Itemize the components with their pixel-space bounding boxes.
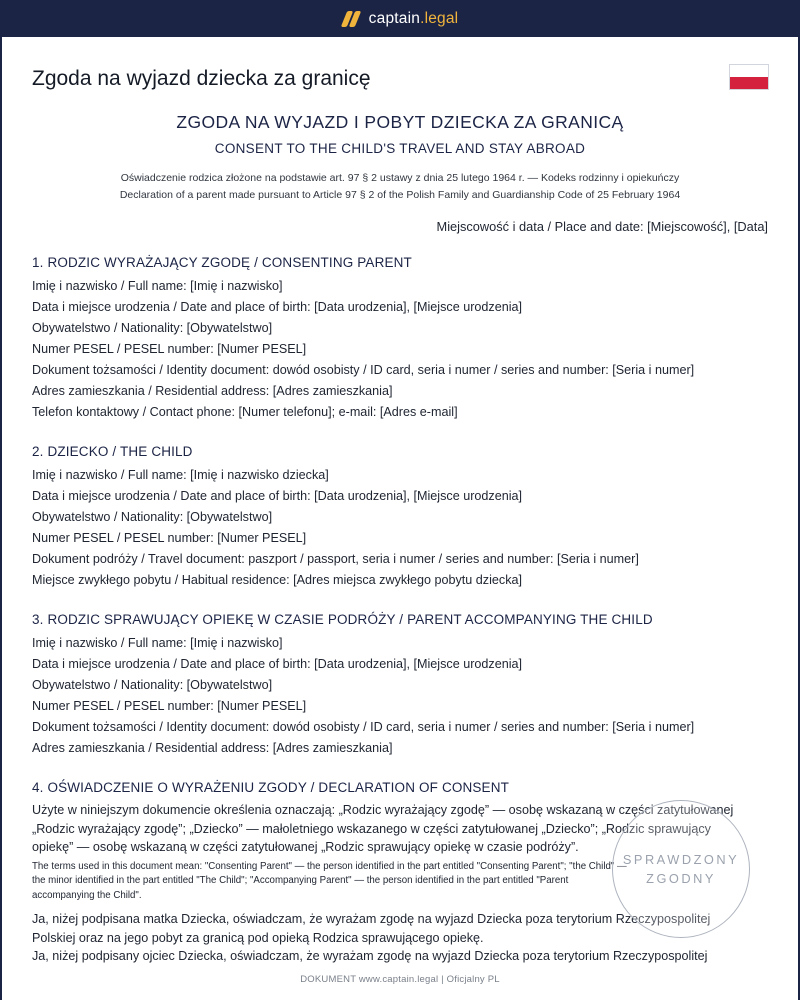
section-child [32, 465, 768, 591]
stamp-line-2: ZGODNY [646, 871, 716, 886]
field-line: Data i miejsce urodzenia / Date and place of birth: [Data urodzenia], [Miejsce urodzenia] [32, 657, 523, 671]
section-title-declaration: 4. OŚWIADCZENIE O WYRAŻENIU ZGODY / DECLARATION OF CONSENT [32, 780, 509, 795]
document-page [2, 37, 798, 1000]
field-line: Imię i nazwisko / Full name: [Imię i nazwisko dziecka] [32, 468, 329, 482]
legal-basis [32, 170, 768, 203]
top-bar [0, 0, 800, 37]
section-title-child: 2. DZIECKO / THE CHILD [32, 444, 193, 459]
brand-name: captain [368, 9, 421, 27]
document-heading: ZGODA NA WYJAZD I POBYT DZIECKA ZA GRANICĄ [176, 112, 624, 132]
field-line: Obywatelstwo / Nationality: [Obywatelstwo] [32, 321, 273, 335]
section-title-accompanying-parent: 3. RODZIC SPRAWUJĄCY OPIEKĘ W CZASIE PODRÓŻY / PARENT ACCOMPANYING THE CHILD [32, 612, 653, 627]
legal-basis-en: Declaration of a parent made pursuant to Article 97 § 2 of the Polish Family and Guardianship Code of 25 February 1964 [119, 188, 681, 201]
field-line: Numer PESEL / PESEL number: [Numer PESEL] [32, 699, 307, 713]
document-footer: DOKUMENT www.captain.legal | Oficjalny PL [300, 974, 500, 985]
field-line: Numer PESEL / PESEL number: [Numer PESEL] [32, 342, 307, 356]
field-line: Dokument podróży / Travel document: paszport / passport, seria i numer / series and number: [Seria i numer] [32, 552, 639, 566]
stamp-line-1: SPRAWDZONY [622, 852, 740, 867]
field-line: Telefon kontaktowy / Contact phone: [Numer telefonu]; e-mail: [Adres e-mail] [32, 405, 458, 419]
field-line: Miejsce zwykłego pobytu / Habitual residence: [Adres miejsca zwykłego pobytu dziecka] [32, 573, 522, 587]
mother-consent-statement: Ja, niżej podpisana matka Dziecka, oświadczam, że wyrażam zgodę na wyjazd Dziecka poza terytorium Rzeczypospolitej Polskiej oraz na jego pobyt za granicą pod opieką Rodzica sprawującego opiekę. [32, 912, 711, 945]
field-line: Dokument tożsamości / Identity document: dowód osobisty / ID card, seria i numer / series and number: [Seria i numer] [32, 720, 695, 734]
section-accompanying-parent [32, 633, 768, 759]
brand-tld: .legal [420, 9, 459, 27]
field-line: Data i miejsce urodzenia / Date and place of birth: [Data urodzenia], [Miejsce urodzenia] [32, 300, 523, 314]
verification-stamp [612, 800, 750, 938]
place-and-date: Miejscowość i data / Place and date: [Miejscowość], [Data] [436, 219, 768, 234]
field-line: Imię i nazwisko / Full name: [Imię i nazwisko] [32, 636, 283, 650]
field-line: Adres zamieszkania / Residential address: [Adres zamieszkania] [32, 741, 393, 755]
field-line: Adres zamieszkania / Residential address: [Adres zamieszkania] [32, 384, 393, 398]
field-line: Numer PESEL / PESEL number: [Numer PESEL] [32, 531, 307, 545]
field-line: Dokument tożsamości / Identity document: dowód osobisty / ID card, seria i numer / series and number: [Seria i numer] [32, 363, 695, 377]
field-line: Data i miejsce urodzenia / Date and place of birth: [Data urodzenia], [Miejsce urodzenia] [32, 489, 523, 503]
terms-definition-en: The terms used in this document mean: "Consenting Parent" — the person identified in the part entitled "Consenting Parent"; "the Child" — the minor identified in the part entitled "The Child"; "Accompanying Parent" — the person identified in the part entitled "Parent accompanying the Child". [32, 860, 627, 901]
legal-basis-pl: Oświadczenie rodzica złożone na podstawie art. 97 § 2 ustawy z dnia 25 lutego 1964 r. — Kodeks rodzinny i opiekuńczy [120, 172, 680, 184]
document-subheading: CONSENT TO THE CHILD'S TRAVEL AND STAY ABROAD [214, 141, 586, 156]
field-line: Obywatelstwo / Nationality: [Obywatelstwo] [32, 678, 273, 692]
brand[interactable] [342, 10, 459, 28]
field-line: Imię i nazwisko / Full name: [Imię i nazwisko] [32, 279, 283, 293]
section-consenting-parent [32, 276, 768, 423]
page-title: Zgoda na wyjazd dziecka za granicę [32, 67, 371, 90]
section-title-consenting-parent: 1. RODZIC WYRAŻAJĄCY ZGODĘ / CONSENTING PARENT [32, 255, 412, 270]
captain-logo-icon [342, 10, 360, 28]
poland-flag-icon [729, 64, 769, 90]
terms-definition-pl: Użyte w niniejszym dokumencie określenia oznaczają: „Rodzic wyrażający zgodę” — osobę wskazaną w części zatytułowanej „Rodzic wyrażający zgodę”; „Dziecko” — małoletniego wskazanego w części zatytułowanej „Dziecko”; „Rodzic sprawujący opiekę” — osobę wskazaną w części zatytułowanej „Rodzic sprawujący opiekę w czasie podróży”. [32, 803, 734, 854]
father-consent-statement: Ja, niżej podpisany ojciec Dziecka, oświadczam, że wyrażam zgodę na wyjazd Dziecka poza terytorium Rzeczypospolitej [32, 949, 708, 963]
field-line: Obywatelstwo / Nationality: [Obywatelstwo] [32, 510, 273, 524]
